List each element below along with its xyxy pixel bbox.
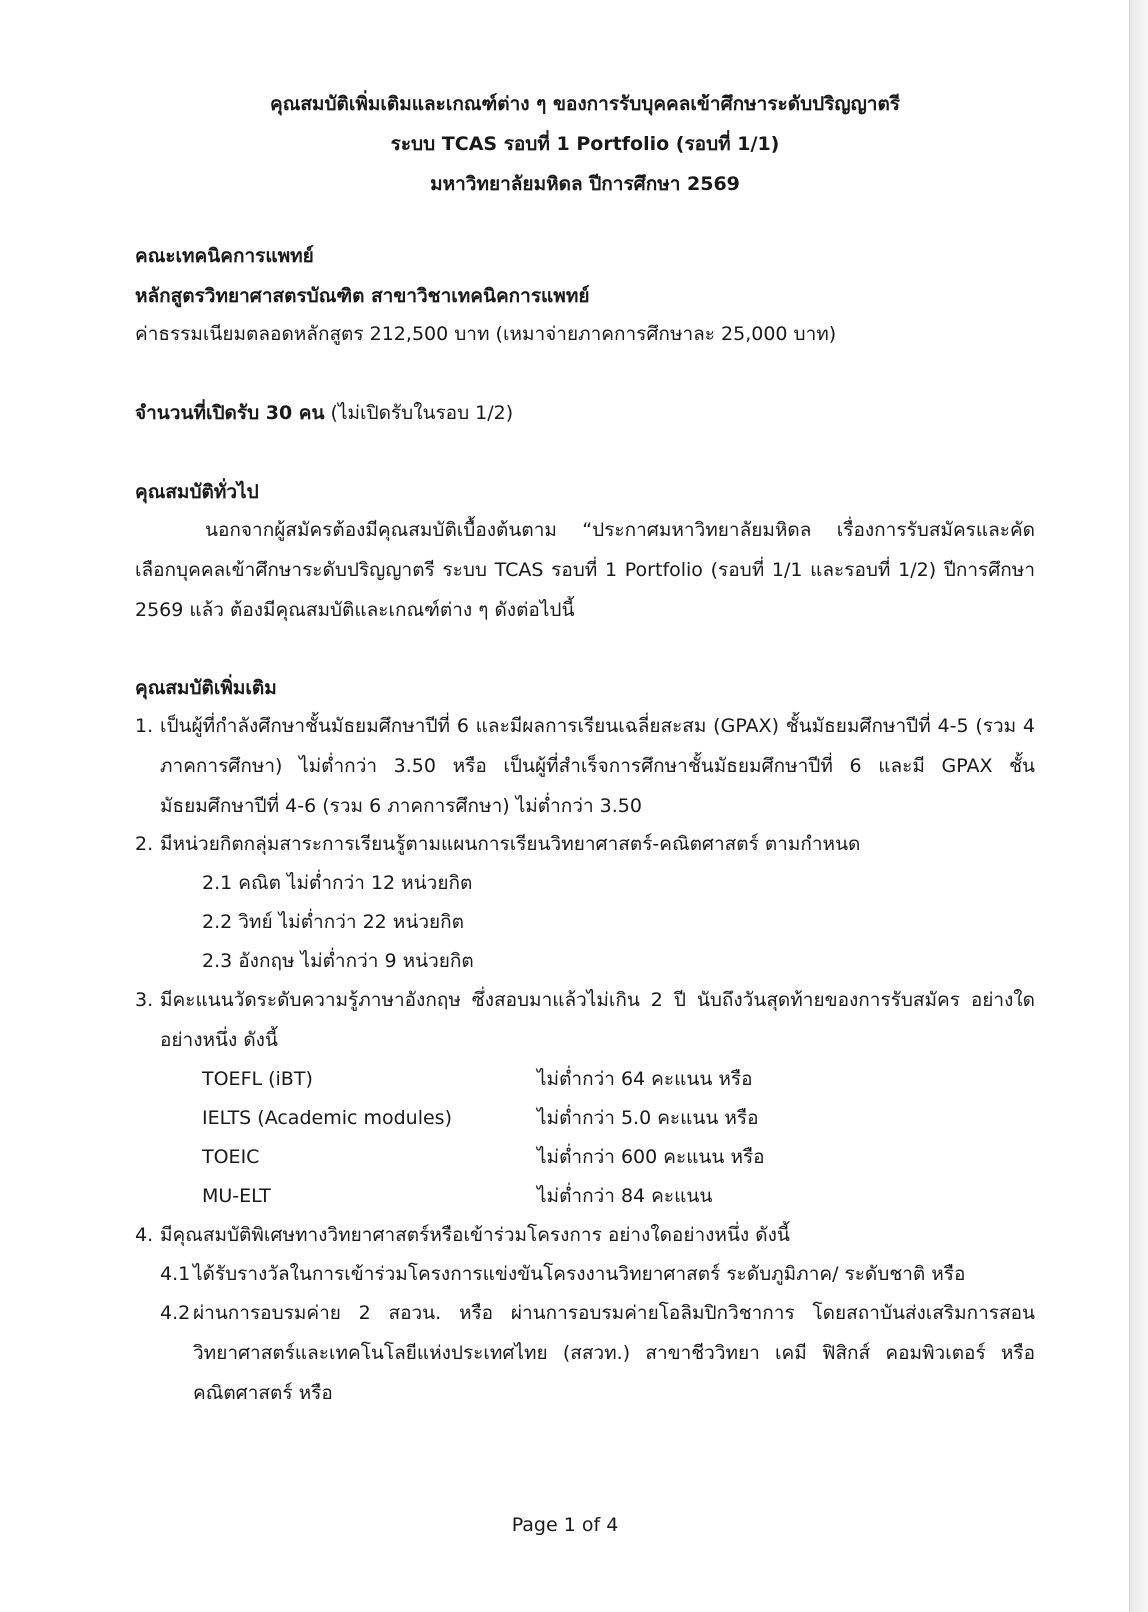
- test-requirement: ไม่ต่ำกว่า 5.0 คะแนน หรือ: [537, 1107, 759, 1129]
- tuition-fee: ค่าธรรมเนียมตลอดหลักสูตร 212,500 บาท (เหมาจ่ายภาคการศึกษาละ 25,000 บาท): [135, 323, 837, 345]
- seats-label: จำนวนที่เปิดรับ 30 คน: [135, 402, 325, 424]
- general-heading: คุณสมบัติทั่วไป: [135, 481, 259, 503]
- test-name: IELTS (Academic modules): [202, 1107, 452, 1129]
- item-4-2-text: ผ่านการอบรมค่าย 2 สอวน. หรือ ผ่านการอบรมค่ายโอลิมปิกวิชาการ โดยสถาบันส่งเสริมการสอนวิทยาศาสตร์และเทคโนโลยีแห่งประเทศไทย (สสวท.) สาขาชีววิทยา เคมี ฟิสิกส์ คอมพิวเตอร์ หรือคณิตศาสตร์ หรือ: [193, 1302, 1035, 1404]
- item-2-number: 2.: [135, 833, 154, 855]
- test-requirement: ไม่ต่ำกว่า 84 คะแนน: [537, 1185, 713, 1207]
- item-2-text: มีหน่วยกิตกลุ่มสาระการเรียนรู้ตามแผนการเรียนวิทยาศาสตร์-คณิตศาสตร์ ตามกำหนด: [160, 833, 861, 855]
- test-name: MU-ELT: [202, 1185, 271, 1207]
- test-name: TOEIC: [202, 1146, 260, 1168]
- faculty-name: คณะเทคนิคการแพทย์: [135, 245, 314, 267]
- title-line-3: มหาวิทยาลัยมหิดล ปีการศึกษา 2569: [430, 173, 740, 195]
- title-line-2: ระบบ TCAS รอบที่ 1 Portfolio (รอบที่ 1/1): [390, 133, 780, 155]
- general-paragraph: นอกจากผู้สมัครต้องมีคุณสมบัติเบื้องต้นตาม “ประกาศมหาวิทยาลัยมหิดล เรื่องการรับสมัครและคัดเลือกบุคคลเข้าศึกษาระดับปริญญาตรี ระบบ TCAS รอบที่ 1 Portfolio (รอบที่ 1/1 และรอบที่ 1/2) ปีการศึกษา 2569 แล้ว ต้องมีคุณสมบัติและเกณฑ์ต่าง ๆ ดังต่อไปนี้: [135, 519, 1035, 621]
- additional-heading: คุณสมบัติเพิ่มเติม: [135, 677, 277, 699]
- page-number: Page 1 of 4: [511, 1514, 619, 1536]
- title-line-1: คุณสมบัติเพิ่มเติมและเกณฑ์ต่าง ๆ ของการรับบุคคลเข้าศึกษาระดับปริญญาตรี: [270, 93, 900, 115]
- page-edge: [1129, 0, 1148, 1612]
- item-1-number: 1.: [135, 715, 154, 737]
- seats-line: [135, 393, 513, 433]
- program-name: หลักสูตรวิทยาศาสตรบัณฑิต สาขาวิชาเทคนิคการแพทย์: [135, 285, 590, 307]
- item-2-sub-3: 2.3 อังกฤษ ไม่ต่ำกว่า 9 หน่วยกิต: [202, 950, 474, 972]
- test-requirement: ไม่ต่ำกว่า 600 คะแนน หรือ: [537, 1146, 765, 1168]
- item-4-2-number: 4.2: [160, 1302, 191, 1324]
- item-3-text: มีคะแนนวัดระดับความรู้ภาษาอังกฤษ ซึ่งสอบมาแล้วไม่เกิน 2 ปี นับถึงวันสุดท้ายของการรับสมัคร อย่างใดอย่างหนึ่ง ดังนี้: [160, 989, 1035, 1051]
- test-requirement: ไม่ต่ำกว่า 64 คะแนน หรือ: [537, 1068, 753, 1090]
- item-4-1-text: ได้รับรางวัลในการเข้าร่วมโครงการแข่งขันโครงงานวิทยาศาสตร์ ระดับภูมิภาค/ ระดับชาติ หรือ: [193, 1263, 966, 1285]
- item-4-1-number: 4.1: [160, 1263, 191, 1285]
- test-name: TOEFL (iBT): [202, 1068, 313, 1090]
- item-2-sub-1: 2.1 คณิต ไม่ต่ำกว่า 12 หน่วยกิต: [202, 872, 473, 894]
- item-4-number: 4.: [135, 1224, 154, 1246]
- item-2-sub-2: 2.2 วิทย์ ไม่ต่ำกว่า 22 หน่วยกิต: [202, 911, 464, 933]
- item-3-number: 3.: [135, 989, 154, 1011]
- document-title: [135, 84, 1035, 204]
- item-1-text: เป็นผู้ที่กำลังศึกษาชั้นมัธยมศึกษาปีที่ 6 และมีผลการเรียนเฉลี่ยสะสม (GPAX) ชั้นมัธยมศึกษาปีที่ 4-5 (รวม 4 ภาคการศึกษา) ไม่ต่ำกว่า 3.50 หรือ เป็นผู้ที่สำเร็จการศึกษาชั้นมัธยมศึกษาปีที่ 6 และมี GPAX ชั้นมัธยมศึกษาปีที่ 4-6 (รวม 6 ภาคการศึกษา) ไม่ต่ำกว่า 3.50: [160, 715, 1035, 817]
- seats-note: (ไม่เปิดรับในรอบ 1/2): [324, 402, 514, 424]
- item-4-text: มีคุณสมบัติพิเศษทางวิทยาศาสตร์หรือเข้าร่วมโครงการ อย่างใดอย่างหนึ่ง ดังนี้: [160, 1224, 790, 1246]
